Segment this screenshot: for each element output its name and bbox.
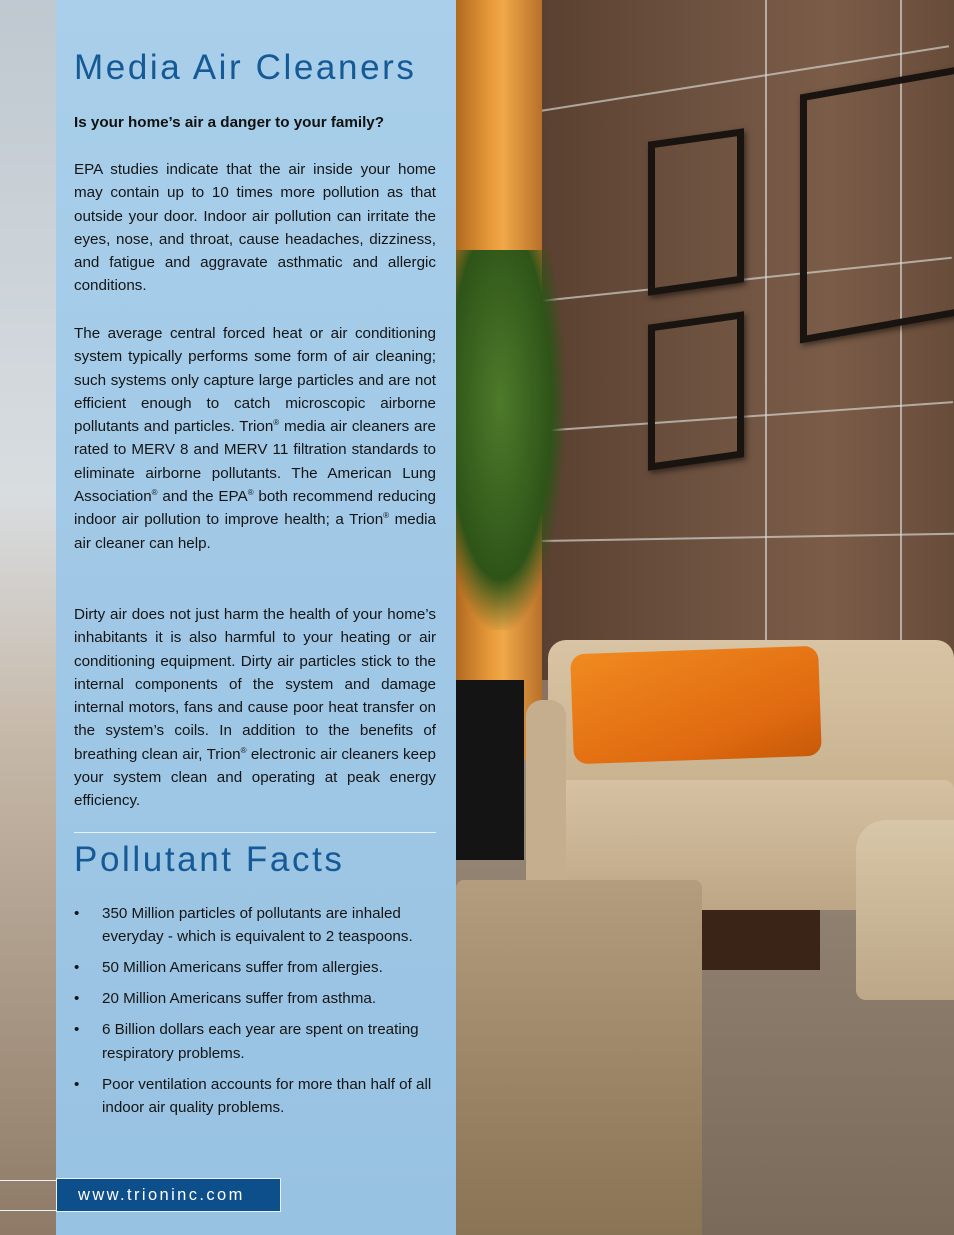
text-run: both recommend reducing indoor air pollution to improve health; a Trion bbox=[74, 488, 436, 529]
wall-frame bbox=[648, 311, 744, 470]
wall-frame bbox=[648, 128, 744, 295]
registered-mark: ® bbox=[273, 418, 280, 428]
paragraph-epa-studies: EPA studies indicate that the air inside your home may contain up to 10 times more pollution as that outside your door. Indoor air pollution can irritate the eyes, nose, and throat, cause headaches, dizziness, and fatigue and aggravate asthmatic and allergic conditions. bbox=[74, 161, 436, 295]
armchair bbox=[856, 820, 954, 1000]
facts-list bbox=[74, 902, 436, 1127]
list-item bbox=[74, 956, 436, 979]
fact-text: 6 Billion dollars each year are spent on treating respiratory problems. bbox=[102, 1021, 419, 1062]
text-run: Dirty air does not just harm the health of your home’s inhabitants it is also harmful to your heating or air conditioning equipment. Dirty air particles stick to the internal components of the system and damage internal motors, fans and cause poor heat transfer on the system’s coils. In addition to the benefits of breathing clean air, Trion bbox=[74, 606, 436, 763]
paragraph-dirty-air bbox=[74, 603, 436, 813]
fact-text: Poor ventilation accounts for more than half of all indoor air quality problems. bbox=[102, 1075, 432, 1117]
background-left-wall bbox=[0, 0, 56, 1235]
text-run: The average central forced heat or air conditioning system typically performs some form of air cleaning; such systems only capture large particles and are not efficient enough to catch microscopic airborne pollutants and particles. Trion bbox=[74, 325, 436, 436]
text-run: and the EPA bbox=[157, 488, 248, 506]
orange-pillow bbox=[570, 646, 822, 765]
coffee-table bbox=[700, 910, 820, 970]
bullet: • bbox=[74, 1075, 80, 1093]
list-item bbox=[74, 902, 436, 949]
paragraph-central-system bbox=[74, 322, 436, 555]
bullet: • bbox=[74, 959, 80, 977]
wall-groove bbox=[540, 533, 954, 542]
text-run: media air cleaners are rated to MERV 8 and MERV 11 filtration standards to eliminate airborne pollutants. The American Lung Association bbox=[74, 418, 436, 506]
fact-text: 350 Million particles of pollutants are inhaled everyday - which is equivalent to 2 teaspoons. bbox=[102, 905, 413, 946]
plant-pot bbox=[456, 680, 524, 860]
facts-title: Pollutant Facts bbox=[74, 840, 345, 879]
fact-text: 50 Million Americans suffer from allergies. bbox=[102, 959, 383, 977]
list-item bbox=[74, 1018, 436, 1065]
registered-mark: ® bbox=[247, 488, 254, 498]
subheading: Is your home’s air a danger to your family? bbox=[74, 114, 385, 131]
page-title: Media Air Cleaners bbox=[74, 48, 417, 87]
text-run: electronic air cleaners keep your system clean and operating at peak energy efficiency. bbox=[74, 745, 436, 810]
bullet: • bbox=[74, 990, 80, 1008]
text-run: media air cleaner can help. bbox=[74, 511, 436, 552]
fact-text: 20 Million Americans suffer from asthma. bbox=[102, 990, 377, 1008]
footer-rule bbox=[0, 1210, 56, 1211]
registered-mark: ® bbox=[240, 745, 247, 755]
bullet: • bbox=[74, 905, 80, 922]
ottoman bbox=[456, 880, 702, 1235]
section-divider bbox=[74, 832, 436, 833]
bullet: • bbox=[74, 1021, 80, 1039]
list-item bbox=[74, 1073, 436, 1120]
footer-rule bbox=[0, 1180, 56, 1181]
list-item bbox=[74, 987, 436, 1010]
website-link[interactable]: www.trioninc.com bbox=[56, 1178, 281, 1212]
registered-mark: ® bbox=[383, 511, 390, 521]
wall-groove bbox=[765, 0, 767, 680]
registered-mark: ® bbox=[151, 488, 158, 498]
plant bbox=[456, 250, 566, 630]
wall-frame bbox=[800, 66, 954, 344]
wall-groove bbox=[540, 401, 953, 432]
